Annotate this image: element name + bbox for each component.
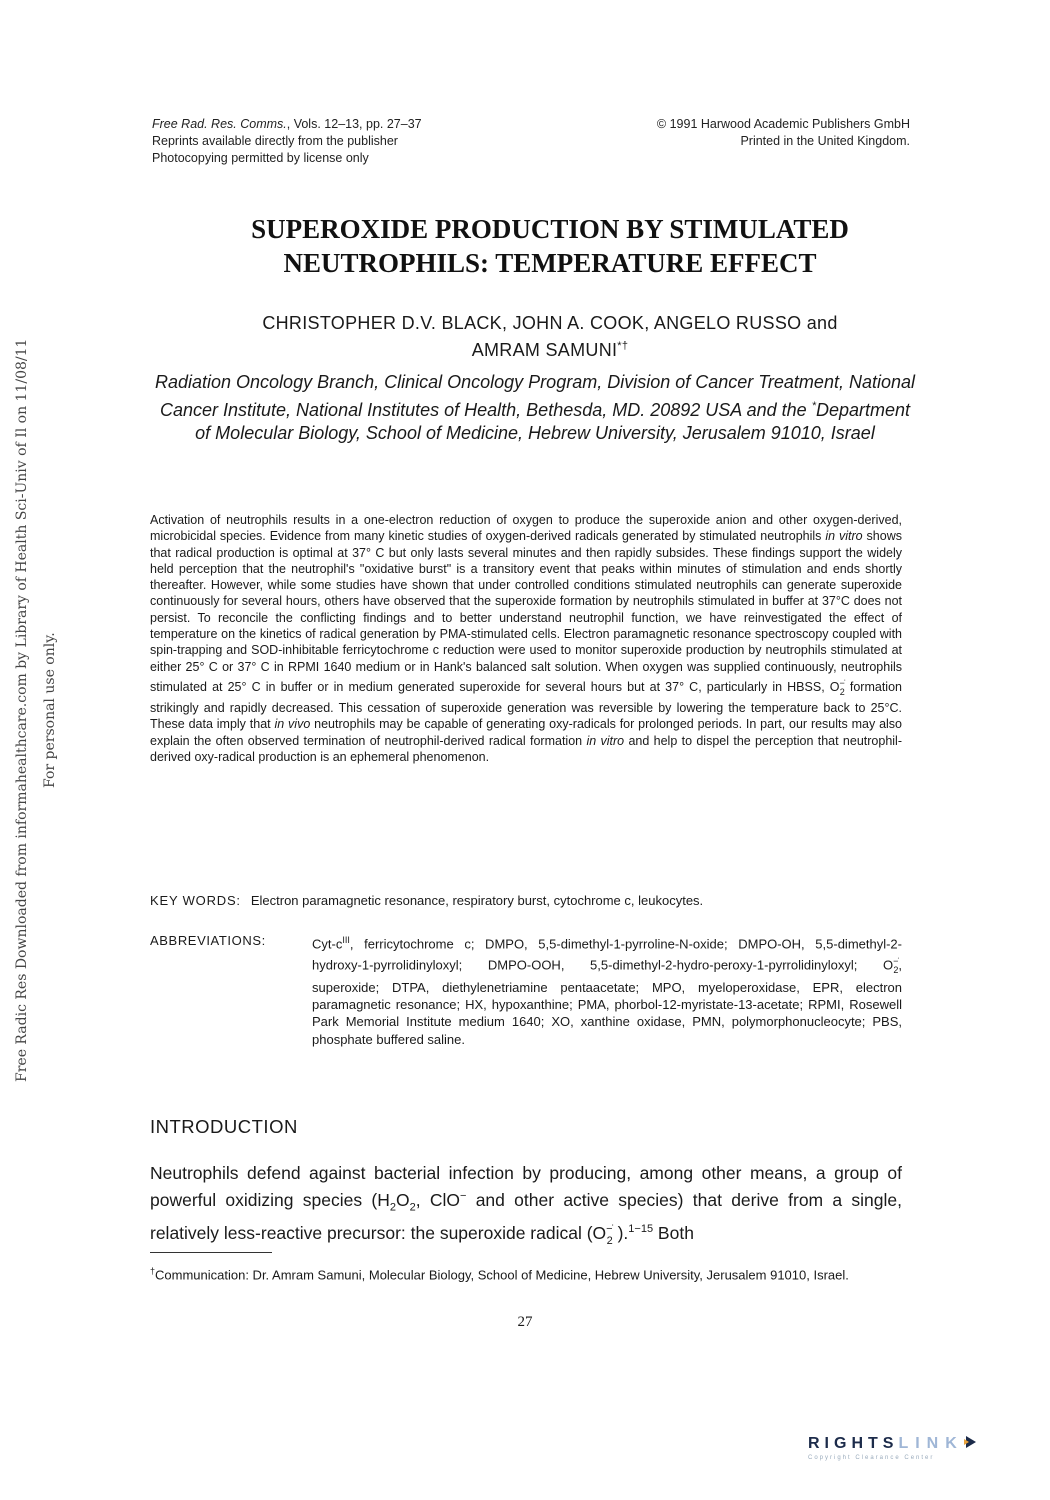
reprints-note: Reprints available directly from the publisher — [152, 134, 398, 148]
intro-sup-minus: − — [460, 1189, 467, 1202]
intro-text-6: Both — [653, 1223, 694, 1244]
abstract-text-5: and help to dispel the perception that neutrophil-derived oxy-radical production is an ephemeral phenomenon. — [150, 733, 902, 764]
page-number: 27 — [517, 1314, 533, 1330]
abstract — [150, 512, 902, 765]
abbrev-sup-iii: III — [342, 935, 350, 945]
abstract-text-3: formation strikingly and rapidly decreased. This cessation of superoxide generation was reversible by lowering the temperature back to 25°C. These data imply that — [150, 680, 902, 732]
photocopying-note: Photocopying permitted by license only — [152, 151, 369, 165]
abstract-text-2: shows that radical production is optimal at 37° C but only lasts several minutes and then rapidly subsides. These findings support the widely held perception that the neutrophil's "oxidative burst" is a transitory event that peaks within minutes of stimulation and ends shortly thereafter. However, while some studies have shown that under controlled conditions stimulated neutrophils can generate superoxide continuously for several hours, others have observed that the superoxide formation by neutrophils stimulated in buffer at 37°C does not persist. To reconcile the conflicting findings and to better understand neutrophil function, we have reinvestigated the effect of temperature on the kinetics of radical generation by PMA-stimulated cells. Electron paramagnetic resonance spectroscopy coupled with spin-trapping and SOD-inhibitable ferricytochrome c reduction were used to monitor superoxide production by neutrophils stimulated at either 25° C or 37° C in RPMI 1640 medium or in Hank's balanced salt solution. When oxygen was supplied continuously, neutrophils stimulated at 25° C in buffer or in medium generated superoxide for several hours but at 37° C, particularly in HBSS, O — [150, 529, 902, 695]
superoxide-sup: −̇ — [839, 677, 845, 688]
abbreviations-text — [312, 932, 902, 1048]
authors-line-2 — [140, 335, 960, 362]
footnote — [150, 1263, 902, 1283]
footnote-text: Communication: Dr. Amram Samuni, Molecular Biology, School of Medicine, Hebrew University, Jerusalem 91010, Israel. — [155, 1267, 849, 1283]
introduction-paragraph — [150, 1162, 902, 1252]
keywords-label: KEY WORDS: — [150, 893, 241, 908]
logo-tagline: Copyright Clearance Center — [808, 1455, 935, 1461]
abbrev-sup-radical: −̇ — [893, 955, 899, 966]
footnote-rule — [150, 1252, 272, 1253]
affiliation-mark: * — [811, 399, 816, 412]
intro-sup-radical: −̇ — [606, 1223, 613, 1236]
intro-text-4: and other active species) that derive from a single, relatively less-reactive precursor: the superoxide radical (O — [150, 1189, 902, 1244]
introduction-heading: INTRODUCTION — [150, 1116, 298, 1137]
abstract-text-4: neutrophils may be capable of generating oxy-radicals for prolonged periods. In part, our results may also explain the often observed termination of neutrophil-derived radical formation — [150, 717, 902, 748]
footnote-mark: † — [150, 1266, 156, 1276]
abstract-italic-2: in vivo — [274, 717, 311, 732]
abbreviations — [150, 932, 902, 1048]
affiliation-part-2: Department of Molecular Biology, School of Medicine, Hebrew University, Jerusalem 91010, Israel — [195, 399, 911, 443]
logo-word-rights: RIGHTS — [808, 1435, 899, 1453]
author-marks: *† — [617, 340, 629, 352]
intro-text-3: , ClO — [415, 1189, 460, 1210]
side-watermark — [8, 300, 68, 1120]
intro-text-2: O — [395, 1189, 410, 1210]
citation-line-1 — [152, 116, 422, 133]
logo-arrow-icon — [964, 1434, 978, 1455]
rightslink-logo[interactable] — [808, 1434, 1028, 1474]
affiliation-part-1: Radiation Oncology Branch, Clinical Oncology Program, Division of Cancer Treatment, National Cancer Institute, National Institutes of Health, Bethesda, MD. 20892 USA and the — [154, 372, 915, 420]
journal-volumes: , Vols. 12–13, pp. 27–37 — [286, 117, 422, 131]
publisher-info — [657, 116, 910, 150]
title-line-1: SUPEROXIDE PRODUCTION BY STIMULATED — [251, 214, 849, 244]
abbrev-sub-2: 2 — [893, 964, 899, 975]
superoxide-sub: 2 — [839, 686, 845, 697]
watermark-line-2: For personal use only. — [42, 632, 58, 788]
keywords — [150, 893, 902, 909]
affiliation — [150, 371, 920, 446]
journal-citation — [152, 116, 422, 167]
author-list — [140, 312, 960, 362]
abbrev-text-2: , ferricytochrome c; DMPO, 5,5-dimethyl-1-pyrroline-N-oxide; DMPO-OH, 5,5-dimethyl-2-hydroxy-1-pyrrolidinyloxyl; DMPO-OOH, 5,5-dimethyl-2-hydro-peroxy-1-pyrrolidinyloxyl; O — [312, 936, 902, 972]
intro-sub-a: 2 — [389, 1200, 396, 1213]
intro-text-1: Neutrophils defend against bacterial infection by producing, among other means, a group of powerful oxidizing species (H — [150, 1163, 902, 1210]
copyright-line: © 1991 Harwood Academic Publishers GmbH — [656, 117, 910, 131]
paper-title — [120, 212, 980, 280]
authors-line-1: CHRISTOPHER D.V. BLACK, JOHN A. COOK, ANGELO RUSSO and — [262, 313, 838, 333]
last-author: AMRAM SAMUNI — [471, 340, 618, 360]
abbrev-text-3: , superoxide; DTPA, diethylenetriamine pentaacetate; MPO, myeloperoxidase, EPR, electron paramagnetic resonance; HX, hypoxanthine; PMA, phorbol-12-myristate-13-acetate; RPMI, Rosewell Park Memorial Institute medium 1640; XO, xanthine oxidase, PMN, polymorphonucleocyte; PBS, phosphate buffered saline. — [312, 956, 902, 1047]
printed-line: Printed in the United Kingdom. — [740, 134, 910, 148]
intro-sub-c: 2 — [606, 1234, 613, 1247]
abstract-italic-3: in vitro — [586, 733, 625, 748]
intro-sub-b: 2 — [409, 1200, 416, 1213]
watermark-line-1: Free Radic Res Downloaded from informahealthcare.com by Library of Health Sci-Univ of Il on 11/08/11 — [14, 338, 30, 1082]
abstract-italic-1: in vitro — [825, 529, 863, 544]
abstract-text-1: Activation of neutrophils results in a one-electron reduction of oxygen to produce the superoxide anion and other oxygen-derived, microbicidal species. Evidence from many kinetic studies of oxygen-derived radicals generated by stimulated neutrophils — [150, 513, 902, 544]
logo-word-link: LINK — [898, 1435, 964, 1453]
keywords-text: Electron paramagnetic resonance, respiratory burst, cytochrome c, leukocytes. — [250, 893, 704, 908]
abbrev-text-1: Cyt-c — [312, 936, 343, 952]
title-line-2: NEUTROPHILS: TEMPERATURE EFFECT — [283, 248, 817, 278]
intro-text-5: ). — [612, 1223, 629, 1244]
journal-name: Free Rad. Res. Comms. — [152, 117, 287, 131]
abbreviations-label: ABBREVIATIONS: — [150, 933, 266, 948]
intro-sup-ref: 1−15 — [628, 1223, 654, 1236]
